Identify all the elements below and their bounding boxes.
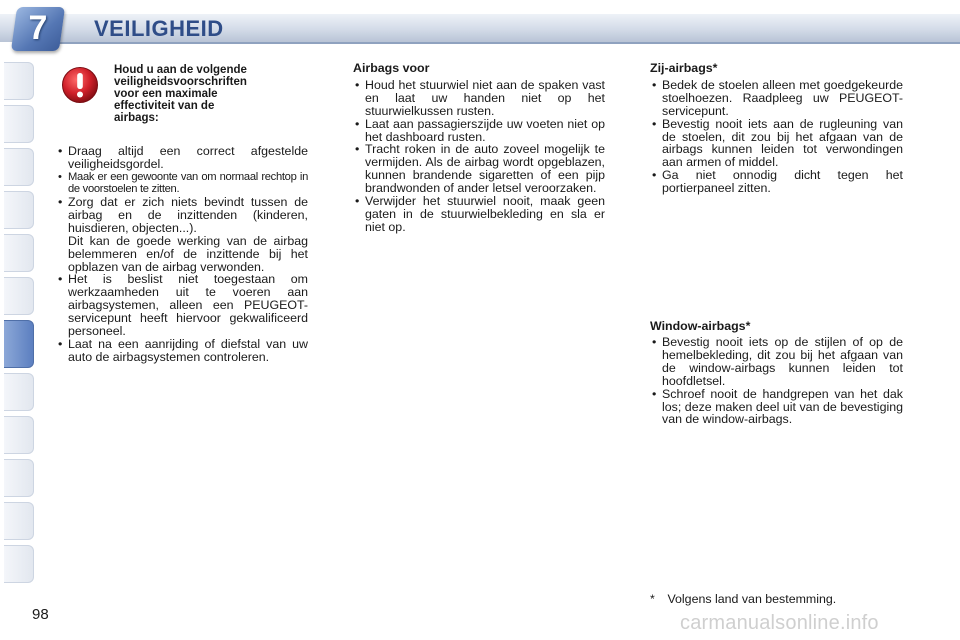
list-item: • Bevestig nooit iets op de stijlen of op de hemelbekleding, dit zou bij het afgaan van de window-airbags kunnen leiden tot hoofdletsel. [650, 336, 903, 388]
list-item: • Schroef nooit de handgrepen van het dak los; deze maken deel uit van de bevestiging van de window-airbags. [650, 388, 903, 427]
list-item: • Bedek de stoelen alleen met goedgekeurde stoelhoezen. Raadpleeg uw PEUGEOT-servicepunt. [650, 79, 903, 118]
list-item: • Verwijder het stuurwiel nooit, maak geen gaten in de stuurwielbekleding en sla er niet op. [353, 195, 605, 234]
intro-heading-line: voor een maximale [114, 88, 218, 100]
watermark: carmanualsonline.info [680, 612, 879, 634]
side-tab[interactable] [4, 502, 34, 540]
intro-heading [114, 64, 314, 124]
side-tab[interactable] [4, 105, 34, 143]
window-airbags-list [650, 336, 903, 426]
list-item: • Houd het stuurwiel niet aan de spaken vast en laat uw handen niet op het stuurwielkussen rusten. [353, 79, 605, 118]
intro-list [56, 273, 308, 363]
intro-heading-line: airbags: [114, 112, 159, 124]
list-item: • Ga niet onnodig dicht tegen het portierpaneel zitten. [650, 169, 903, 195]
section-title: Airbags voor [353, 61, 430, 75]
intro-heading-line: veiligheidsvoorschriften [114, 76, 247, 88]
list-item: • Draag altijd een correct afgestelde veiligheidsgordel. [56, 145, 308, 171]
side-tab-active[interactable] [4, 320, 34, 368]
section-title: Zij-airbags* [650, 61, 718, 75]
side-tab[interactable] [4, 234, 34, 272]
side-tab[interactable] [4, 191, 34, 229]
list-item: • Bevestig nooit iets aan de rugleuning van de stoelen, dit zou bij het afgaan van de airbags kunnen leiden tot verwondingen aan armen of middel. [650, 118, 903, 170]
side-tab[interactable] [4, 277, 34, 315]
front-airbags-section [353, 62, 605, 234]
footnote-text: Volgens land van bestemming. [667, 592, 837, 606]
side-tab[interactable] [4, 148, 34, 186]
page-header [0, 0, 960, 50]
list-item: • Zorg dat er zich niets bevindt tussen de airbag en de inzittenden (kinderen, huisdieren, objecten...). [56, 196, 308, 235]
footnote [650, 592, 836, 606]
intro-list [56, 145, 308, 235]
list-item: • Het is beslist niet toegestaan om werkzaamheden uit te voeren aan airbagsystemen, alleen een PEUGEOT-servicepunt heeft hiervoor gekwalificeerd personeel. [56, 273, 308, 338]
intro-heading-line: effectiviteit van de [114, 100, 215, 112]
side-tab[interactable] [4, 373, 34, 411]
warning-exclamation-icon [61, 66, 99, 104]
side-tab[interactable] [4, 459, 34, 497]
side-tab[interactable] [4, 545, 34, 583]
page-number: 98 [32, 606, 49, 623]
side-tab[interactable] [4, 62, 34, 100]
intro-continuation: Dit kan de goede werking van de airbag belemmeren en/of de inzittende bij het opblazen van de airbag verwonden. [68, 233, 308, 274]
side-airbags-section [650, 62, 903, 195]
chapter-number: 7 [28, 9, 48, 47]
side-tab[interactable] [4, 416, 34, 454]
front-airbags-list [353, 79, 605, 234]
window-airbags-section [650, 336, 903, 426]
side-airbags-list [650, 79, 903, 195]
list-item: • Laat aan passagierszijde uw voeten niet op het dashboard rusten. [353, 118, 605, 144]
intro-column [56, 145, 308, 364]
list-item: • Laat na een aanrijding of diefstal van uw auto de airbagsystemen controleren. [56, 338, 308, 364]
side-chapter-tabs [0, 62, 36, 582]
section-title: Window-airbags* [650, 319, 751, 333]
header-rule [50, 42, 960, 44]
footnote-marker: * [650, 592, 655, 606]
list-item: • Maak er een gewoonte van om normaal rechtop in de voorstoelen te zitten. [56, 171, 308, 196]
chapter-title: VEILIGHEID [94, 16, 224, 41]
intro-heading-line: Houd u aan de volgende [114, 64, 247, 76]
list-item: • Tracht roken in de auto zoveel mogelijk te vermijden. Als de airbag wordt opgeblazen, kunnen brandende sigaretten of een pijp brandwonden of ander letsel veroorzaken. [353, 143, 605, 195]
